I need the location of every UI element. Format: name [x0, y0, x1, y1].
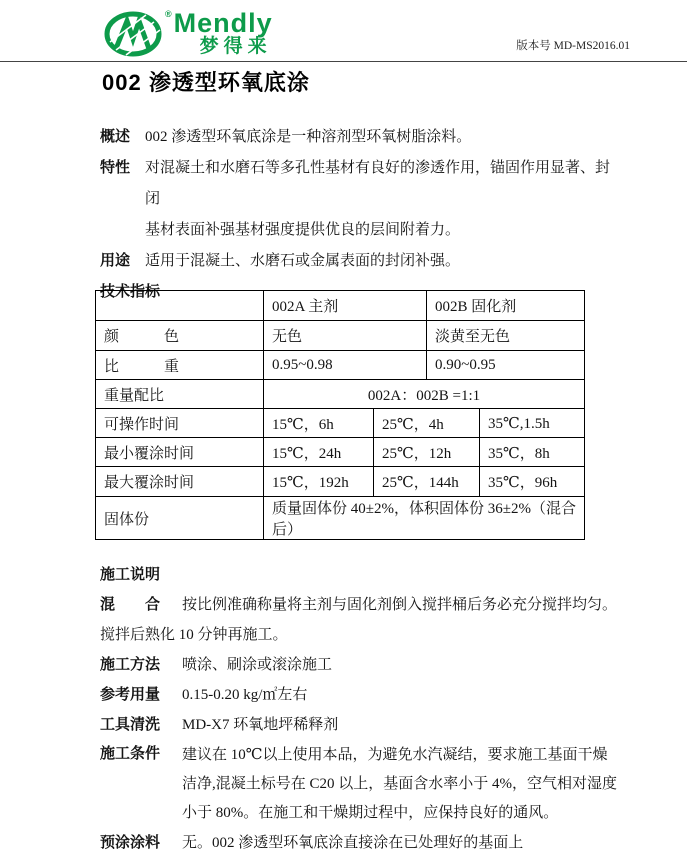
potlife-15c: 15℃，6h [263, 409, 373, 437]
header-002a: 002A 主剂 [263, 291, 426, 320]
max-recoat-15c: 15℃，192h [263, 467, 373, 496]
dosage-label: 参考用量 [100, 687, 161, 703]
table-row-potlife [96, 408, 584, 437]
features-line2: 基材表面补强基材强度提供优良的层间附着力。 [145, 222, 461, 238]
min-recoat-35c: 35℃，8h [479, 438, 584, 466]
overview-text: 002 渗透型环氧底涂是一种溶剂型环氧树脂涂料。 [145, 129, 472, 145]
conditions-line1: 建议在 10℃以上使用本品，为避免水汽凝结，要求施工基面干燥 [182, 746, 608, 763]
potlife-label: 可操作时间 [104, 416, 180, 433]
table-row-header [96, 291, 584, 320]
gravity-002b: 0.90~0.95 [426, 351, 584, 379]
method-row [100, 650, 620, 680]
dosage-row [100, 680, 620, 710]
header-002b: 002B 固化剂 [426, 291, 584, 320]
min-recoat-label: 最小覆涂时间 [104, 445, 195, 462]
brand-header [104, 10, 273, 57]
mendly-logo-icon [104, 10, 164, 57]
max-recoat-label: 最大覆涂时间 [104, 475, 195, 491]
usage-text: 适用于混凝土、水磨石或金属表面的封闭补强。 [145, 253, 461, 269]
max-recoat-25c: 25℃，144h [373, 467, 479, 496]
color-label: 颜 色 [104, 329, 180, 345]
precoat-row [100, 828, 620, 852]
ratio-label: 重量配比 [104, 387, 165, 404]
header-divider [0, 61, 687, 62]
precoat-text: 无。002 渗透型环氧底涂直接涂在已处理好的基面上 [182, 834, 524, 851]
conditions-row [100, 740, 620, 828]
brand-name-cn: 梦得来 [199, 36, 272, 57]
construction-section [100, 560, 620, 852]
min-recoat-15c: 15℃，24h [263, 438, 373, 466]
conditions-line2: 洁净,混凝土标号在 C20 以上，基面含水率小于 4%，空气相对湿度 [182, 775, 618, 792]
tech-specs-heading: 技术指标 [100, 284, 161, 300]
overview-label: 概述 [100, 129, 131, 145]
mixing-text: 按比例准确称量将主剂与固化剂倒入搅拌桶后务必充分搅拌均匀。 [182, 597, 618, 613]
conditions-label: 施工条件 [100, 746, 161, 762]
mixing-note: 搅拌后熟化 10 分钟再施工。 [100, 627, 288, 643]
ratio-value: 002A：002B =1:1 [263, 380, 584, 408]
spec-table [95, 290, 585, 540]
table-row-color [96, 320, 584, 350]
dosage-text: 0.15-0.20 kg/㎡左右 [182, 687, 308, 703]
color-002a: 无色 [263, 321, 426, 350]
method-text: 喷涂、刷涂或滚涂施工 [182, 657, 333, 673]
page-title: 002 渗透型环氧底涂 [102, 70, 310, 95]
potlife-25c: 25℃，4h [373, 409, 479, 437]
table-row-ratio [96, 379, 584, 408]
table-row-solids [96, 496, 584, 539]
usage-row [100, 246, 612, 277]
brand-text [174, 10, 273, 57]
mixing-row [100, 590, 620, 620]
features-label: 特性 [100, 160, 131, 176]
cleaning-label: 工具清洗 [100, 717, 161, 733]
overview-row [100, 122, 612, 153]
intro-section [100, 122, 612, 308]
header-empty-cell [96, 291, 263, 320]
max-recoat-35c: 35℃，96h [479, 467, 584, 496]
precoat-label: 预涂涂料 [100, 834, 161, 851]
construction-heading: 施工说明 [100, 567, 161, 583]
features-text [145, 153, 612, 246]
mixing-label: 混 合 [100, 597, 161, 613]
cleaning-row [100, 710, 620, 740]
solids-label: 固体份 [104, 511, 150, 528]
gravity-label: 比 重 [104, 358, 180, 375]
table-row-max-recoat [96, 466, 584, 496]
cleaning-text: MD-X7 环氧地坪稀释剂 [182, 717, 339, 733]
conditions-text [182, 740, 620, 828]
table-row-min-recoat [96, 437, 584, 466]
features-line1: 对混凝土和水磨石等多孔性基材有良好的渗透作用，锚固作用显著、封闭 [145, 160, 611, 207]
color-002b: 淡黄至无色 [426, 321, 584, 350]
usage-label: 用途 [100, 253, 131, 269]
min-recoat-25c: 25℃，12h [373, 438, 479, 466]
table-row-gravity [96, 350, 584, 379]
conditions-line3: 小于 80%。在施工和干燥期过程中，应保持良好的通风。 [182, 804, 559, 821]
gravity-002a: 0.95~0.98 [263, 351, 426, 379]
features-row [100, 153, 612, 246]
potlife-35c: 35℃,1.5h [479, 409, 584, 437]
solids-value: 质量固体份 40±2%，体积固体份 36±2%（混合后） [263, 497, 584, 539]
version-number: 版本号 MD-MS2016.01 [516, 40, 630, 52]
registered-trademark-icon: ® [165, 9, 172, 19]
method-label: 施工方法 [100, 657, 161, 673]
brand-name-en: Mendly [173, 8, 273, 38]
